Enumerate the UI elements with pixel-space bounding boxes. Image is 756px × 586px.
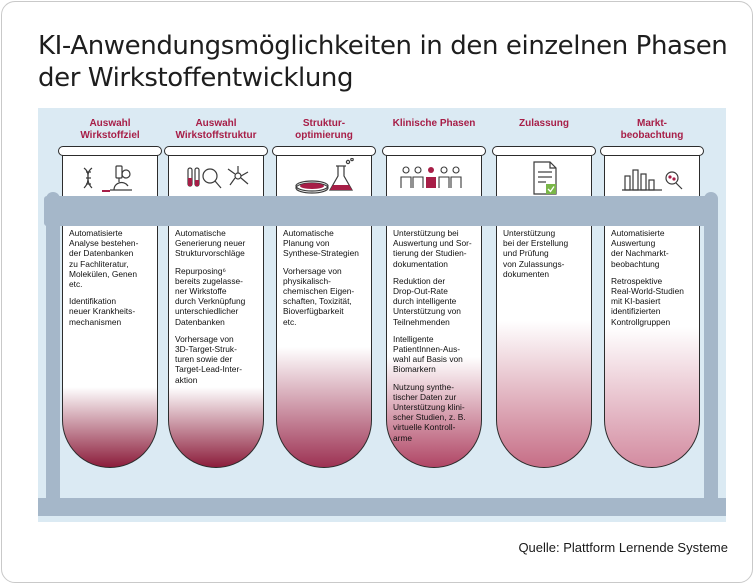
petri-dish-flask-icon <box>276 158 372 198</box>
tube-4-paragraph: Reduktion der Drop-Out-Rate durch intelligente Unterstützung von Teilnehmenden <box>393 275 461 327</box>
tube-lip-4 <box>382 146 486 156</box>
tube-4-paragraph: Nutzung synthe- tischer Daten zur Unterstützung klini- scher Studien, z. B. virtuelle Kontroll- arme <box>393 381 466 443</box>
rack-crossbar <box>44 196 718 226</box>
phase-heading-3: Struktur- optimierung <box>295 118 353 141</box>
rack-base <box>38 498 726 516</box>
approved-document-icon <box>496 158 592 198</box>
test-tubes-magnifier-molecule-icon <box>168 158 264 198</box>
tube-text-5 <box>503 228 589 286</box>
tube-lip-2 <box>164 146 268 156</box>
tube-lip-6 <box>600 146 704 156</box>
phase-heading-5: Zulassung <box>518 118 569 129</box>
tube-text-2 <box>175 228 261 392</box>
dna-microscope-icon <box>62 158 158 198</box>
rack-left-post <box>46 192 60 504</box>
tube-2-paragraph: Automatische Generierung neuer Strukturvorschläge <box>175 228 246 259</box>
tube-4-paragraph: Intelligente PatientInnen-Aus- wahl auf Basis von Biomarkern <box>393 333 463 375</box>
source-credit: Quelle: Plattform Lernende Systeme <box>518 540 728 555</box>
figure-title: KI-Anwendungsmöglichkeiten in den einzelnen Phasen der Wirkstoffentwicklung <box>38 31 728 93</box>
tube-text-6 <box>611 228 697 334</box>
tube-6-paragraph: Retrospektive Real-World-Studien mit KI-basiert identifizierten Kontrollgruppen <box>611 275 684 327</box>
tube-2-paragraph: Repurposing⁶ bereits zugelasse- ner Wirkstoffe durch Verknüpfung unterschiedlicher Datenbanken <box>175 265 246 327</box>
tube-2-paragraph: Vorhersage von 3D-Target-Struk- turen sowie der Target-Lead-Inter- aktion <box>175 333 243 385</box>
tube-lip-3 <box>272 146 376 156</box>
tube-1-paragraph: Automatisierte Analyse bestehen- der Datenbanken zu Fachliteratur, Molekülen, Genen etc. <box>69 228 139 290</box>
phase-heading-1: Auswahl Wirkstoffziel <box>80 118 140 141</box>
tube-6-paragraph: Automatisierte Auswertung der Nachmarkt- beobachtung <box>611 228 669 269</box>
bar-chart-magnifier-icon <box>604 158 700 198</box>
tube-4-paragraph: Unterstützung bei Auswertung und Sor- tierung der Studien- dokumentation <box>393 228 472 269</box>
tube-1-paragraph: Identifikation neuer Krankheits- mechanismen <box>69 296 136 327</box>
phase-heading-6: Markt- beobachtung <box>620 118 684 141</box>
tube-text-4 <box>393 228 479 450</box>
tube-text-3 <box>283 228 369 334</box>
rack-right-post <box>704 192 718 504</box>
phase-heading-4: Klinische Phasen <box>392 118 476 129</box>
tube-text-1 <box>69 228 155 334</box>
phase-heading-2: Auswahl Wirkstoffstruktur <box>175 118 257 141</box>
tube-5-paragraph: Unterstützung bei der Erstellung und Prüfung von Zulassungs- dokumenten <box>503 228 569 279</box>
tube-3-paragraph: Vorhersage von physikalisch- chemischen Eigen- schaften, Toxizität, Bioverfügbarkeit etc. <box>283 265 355 327</box>
tube-3-paragraph: Automatische Planung von Synthese-Strategien <box>283 228 359 259</box>
people-groups-icon <box>386 158 482 198</box>
tube-lip-5 <box>492 146 596 156</box>
tube-lip-1 <box>58 146 162 156</box>
